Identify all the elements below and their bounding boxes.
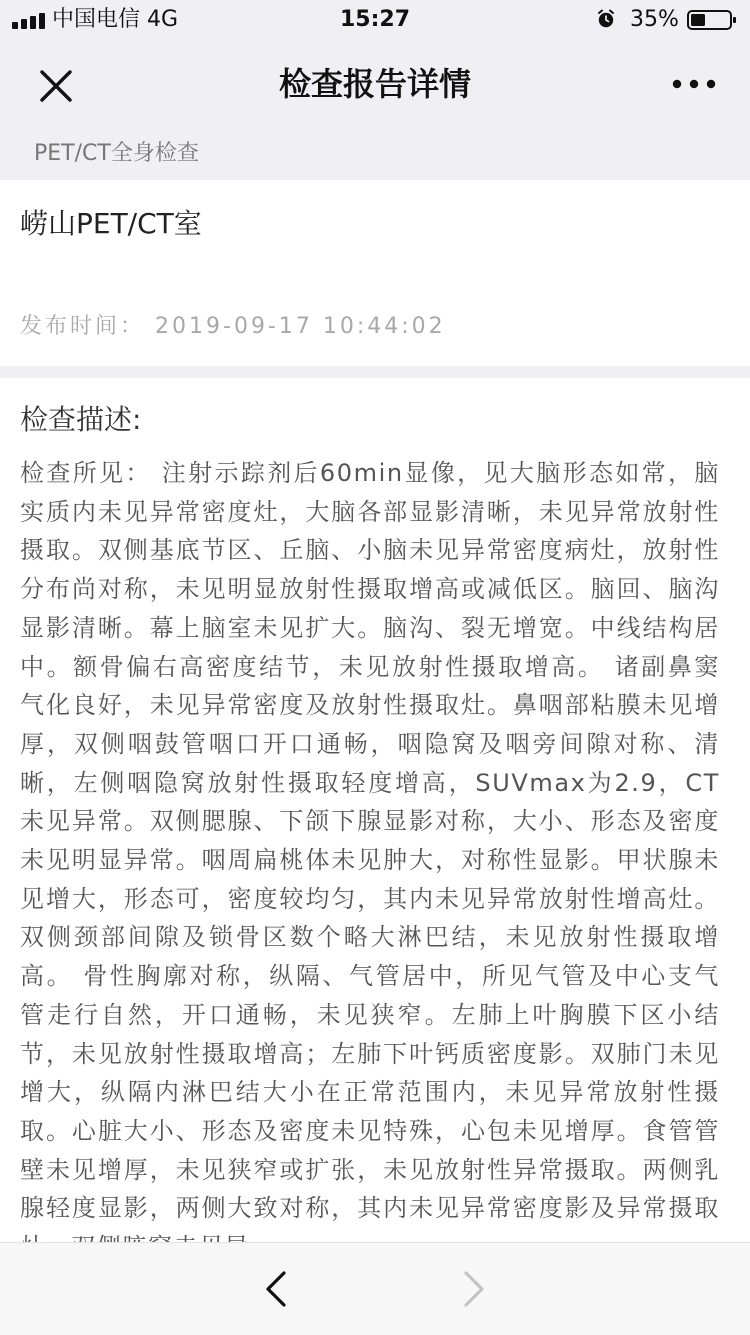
back-button[interactable] xyxy=(250,1265,302,1313)
description-title: 检查描述: xyxy=(20,403,142,436)
department-name: 崂山PET/CT室 xyxy=(20,207,202,240)
report-info-card xyxy=(0,180,750,366)
close-icon xyxy=(39,69,73,103)
bottom-toolbar xyxy=(0,1242,750,1335)
carrier-label: 中国电信 4G xyxy=(52,7,179,32)
exam-type-header xyxy=(0,128,750,180)
alarm-icon xyxy=(596,9,616,29)
forward-button[interactable] xyxy=(448,1265,500,1313)
description-card[interactable] xyxy=(0,378,750,1242)
exam-type-label: PET/CT全身检查 xyxy=(34,141,199,166)
publish-time-value: 2019-09-17 10:44:02 xyxy=(155,314,446,339)
status-time: 15:27 xyxy=(339,7,411,32)
status-bar xyxy=(0,0,750,40)
description-body: 检查所见： 注射示踪剂后60min显像，见大脑形态如常，脑实质内未见异常密度灶，大脑各部显影清晰，未见异常放射性摄取。双侧基底节区、丘脑、小脑未见异常密度病灶，放射性分布尚对称，未见明显放射性摄取增高或减低区。脑回、脑沟显影清晰。幕上脑室未见扩大。脑沟、裂无增宽。中线结构居中。额骨偏右高密度结节，未见放射性摄取增高。 诸副鼻窦气化良好，未见异常密度及放射性摄取灶。鼻咽部粘膜未见增厚，双侧咽鼓管咽口开口通畅，咽隐窝及咽旁间隙对称、清晰，左侧咽隐窝放射性摄取轻度增高，SUVmax为2.9，CT未见异常。双侧腮腺、下颌下腺显影对称，大小、形态及密度未见明显异常。咽周扁桃体未见肿大，对称性显影。甲状腺未见增大，形态可，密度较均匀，其内未见异常放射性增高灶。双侧颈部间隙及锁骨区数个略大淋巴结，未见放射性摄取增高。 骨性胸廓对称，纵隔、气管居中，所见气管及中心支气管走行自然，开口通畅，未见狭窄。左肺上叶胸膜下区小结节，未见放射性摄取增高；左肺下叶钙质密度影。双肺门未见增大，纵隔内淋巴结大小在正常范围内，未见异常放射性摄取。心脏大小、形态及密度未见特殊，心包未见增厚。食管管壁未见增厚，未见狭窄或扩张，未见放射性异常摄取。两侧乳腺轻度显影，两侧大致对称，其内未见异常密度影及异常摄取 xyxy=(20,459,720,1223)
chevron-right-icon xyxy=(462,1270,486,1308)
close-button[interactable] xyxy=(30,60,82,112)
battery-percent: 35% xyxy=(630,7,679,32)
publish-time xyxy=(20,310,446,344)
battery-icon xyxy=(687,10,737,30)
more-button[interactable] xyxy=(664,62,724,106)
page-title: 检查报告详情 xyxy=(278,65,471,103)
chevron-left-icon xyxy=(264,1270,288,1308)
nav-bar xyxy=(0,40,750,128)
more-icon xyxy=(672,79,716,89)
publish-time-label: 发布时间： xyxy=(20,314,146,339)
